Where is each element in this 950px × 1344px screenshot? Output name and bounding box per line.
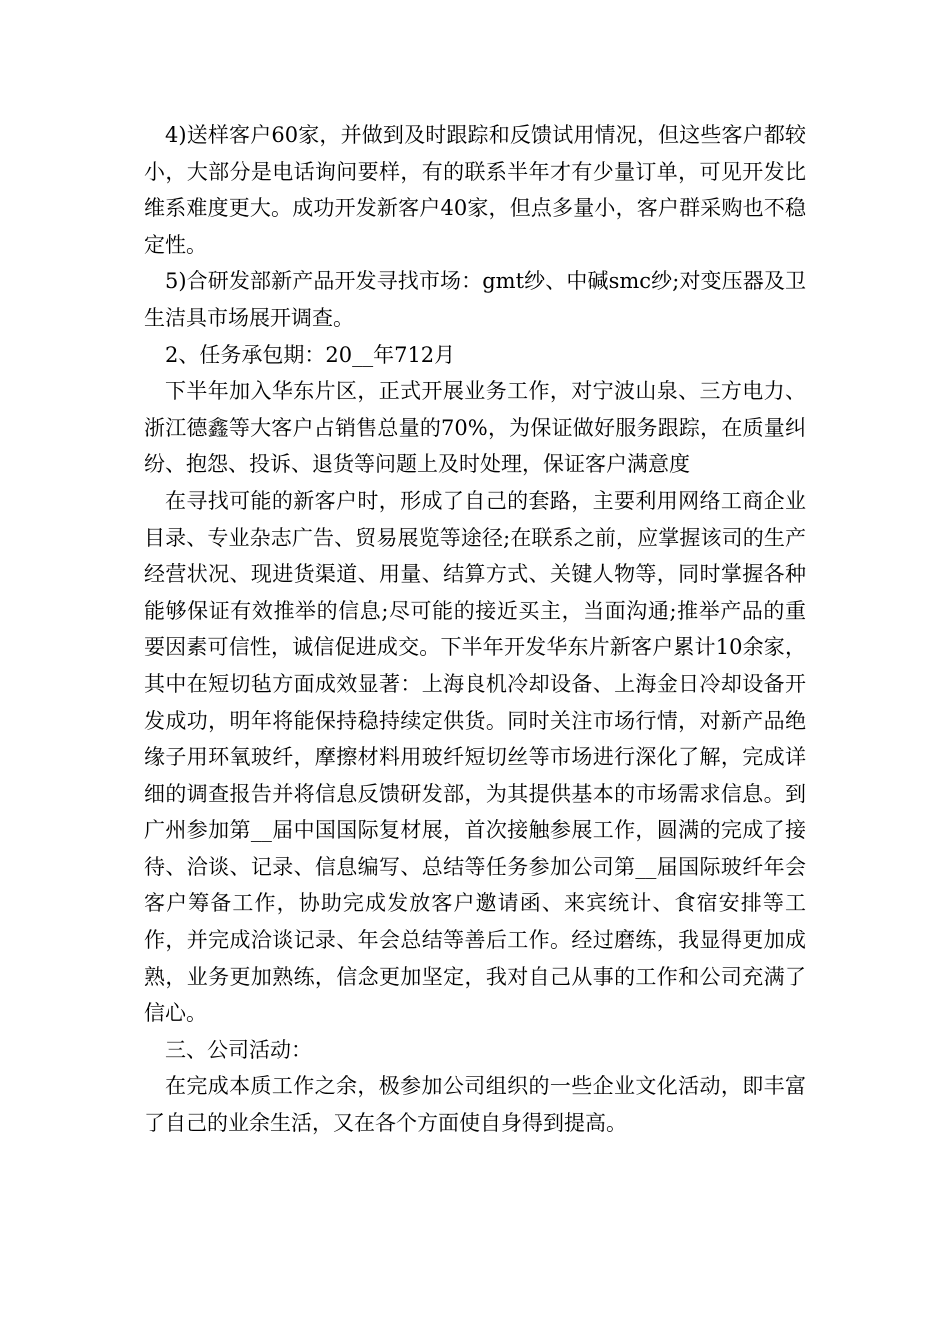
heading-company-activities: 三、公司活动：	[165, 1037, 312, 1062]
document-page	[144, 117, 806, 1142]
paragraph-new-product-market: 5)合研发部新产品开发寻找市场：gmt纱、中碱smc纱;对变压器及卫生洁具市场展开调查。	[144, 269, 806, 330]
paragraph-new-customer-approach: 在寻找可能的新客户时，形成了自己的套路，主要利用网络工商企业目录、专业杂志广告、贸易展览等途径;在联系之前，应掌握该司的生产经营状况、现进货渠道、用量、结算方式、关键人物等，同时掌握各种能够保证有效推举的信息;尽可能的接近买主，当面沟通;推举产品的重要因素可信性，诚信促进成交。下半年开发华东片新客户累计10余家，其中在短切毡方面成效显著：上海良机冷却设备、上海金日冷却设备开发成功，明年将能保持稳持续定供货。同时关注市场行情，对新产品绝缘子用环氧玻纤，摩擦材料用玻纤短切丝等市场进行深化了解，完成详细的调查报告并将信息反馈研发部，为其提供基本的市场需求信息。到广州参加第__届中国国际复材展，首次接触参展工作，圆满的完成了接待、洽谈、记录、信息编写、总结等任务参加公司第__届国际玻纤年会客户筹备工作，协助完成发放客户邀请函、来宾统计、食宿安排等工作，并完成洽谈记录、年会总结等善后工作。经过磨练，我显得更加成熟，业务更加熟练，信念更加坚定，我对自己从事的工作和公司充满了信心。	[144, 488, 806, 1026]
paragraph-east-china-region: 下半年加入华东片区，正式开展业务工作，对宁波山泉、三方电力、浙江德鑫等大客户占销售总量的70%，为保证做好服务跟踪，在质量纠纷、抱怨、投诉、退货等问题上及时处理，保证客户满意度	[144, 379, 806, 477]
paragraph-sample-customers: 4)送样客户60家，并做到及时跟踪和反馈试用情况，但这些客户都较小，大部分是电话询问要样，有的联系半年才有少量订单，可见开发比维系难度更大。成功开发新客户40家，但点多量小，客户群采购也不稳定性。	[144, 123, 806, 257]
heading-task-contract-period: 2、任务承包期：20__年712月	[165, 342, 456, 367]
paragraph-culture-activities: 在完成本质工作之余，极参加公司组织的一些企业文化活动，即丰富了自己的业余生活，又在各个方面使自身得到提高。	[144, 1074, 806, 1136]
